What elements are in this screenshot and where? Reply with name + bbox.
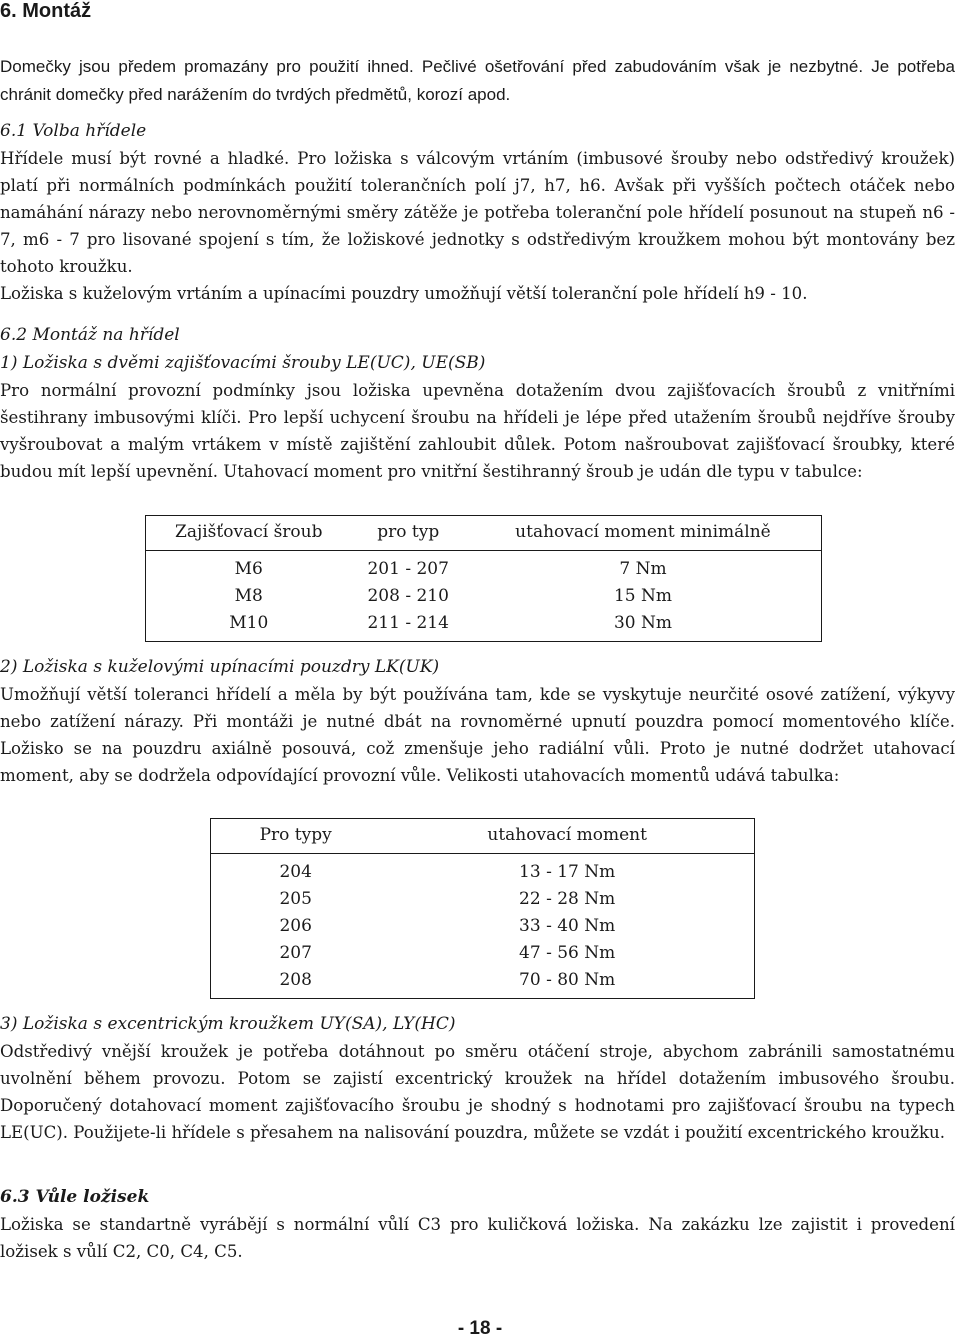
table-cell: M8 (234, 586, 263, 606)
section-6-2-2 (0, 654, 955, 789)
table-cell: 211 - 214 (367, 613, 449, 633)
table-row (146, 551, 822, 584)
table-cell: 205 (279, 889, 312, 909)
table-cell: M6 (234, 559, 263, 579)
table-cell: 208 (279, 970, 312, 990)
table-cell: 7 Nm (619, 559, 667, 579)
table-row (211, 886, 755, 913)
table-row (211, 913, 755, 940)
table-header-row (211, 819, 755, 854)
paragraph-6-2-1: Pro normální provozní podmínky jsou ložiska upevněna dotažením dvou zajišťovacích šroubů z vnitřními šestihrany imbusovými klíči. Pro lepší uchycení šroubu na hřídeli je lépe před utažením šroubů nejdříve šrouby vyšroubovat a malým vrtákem v místě zajištění zahloubit důlek. Potom našroubovat zajišťovací šroubky, které budou mít lepší upevnění. Utahovací moment pro vnitřní šestihranný šroub je udán dle typu v tabulce: (0, 381, 955, 481)
heading-6-3: 6.3 Vůle ložisek (0, 1187, 150, 1207)
subheading-6-2-1: 1) Ložiska s dvěmi zajišťovacími šrouby LE(UC), UE(SB) (0, 353, 486, 373)
table-row (211, 854, 755, 887)
section-6-2 (0, 322, 955, 485)
intro-paragraph-block (0, 53, 955, 109)
sleeve-torque-table (210, 818, 755, 999)
section-6-2-3 (0, 1011, 955, 1146)
table-header-cell: Zajišťovací šroub (146, 516, 352, 551)
table-cell: M10 (229, 613, 269, 633)
table-cell: 47 - 56 Nm (519, 943, 616, 963)
paragraph-6-1-b: Ložiska s kuželovým vrtáním a upínacími pouzdry umožňují větší toleranční pole hřídelí h9 - 10. (0, 284, 808, 303)
table-cell: 13 - 17 Nm (519, 862, 616, 882)
table-cell: 201 - 207 (367, 559, 449, 579)
subheading-6-2-3: 3) Ložiska s excentrickým kroužkem UY(SA), LY(HC) (0, 1014, 456, 1034)
section-6-3 (0, 1184, 955, 1265)
heading-6-1: 6.1 Volba hřídele (0, 121, 147, 141)
page-number: - 18 - (457, 1318, 503, 1339)
paragraph-6-2-3: Odstředivý vnější kroužek je potřeba dotáhnout po směru otáčení stroje, abychom zabránili samostatnému uvolnění během provozu. Potom se zajistí excentrický kroužek na hřídel dotažením imbusového šroubu. Doporučený dotahovací moment zajišťovacího šroubu je shodný s hodnotami pro zajišťovací šroubu na typech LE(UC). Použijete-li hřídele s přesahem na nalisování pouzdra, můžete se vzdát i použití excentrického kroužku. (0, 1042, 955, 1142)
table-header-cell: utahovací moment minimálně (465, 516, 822, 551)
table-cell: 15 Nm (613, 586, 672, 606)
table-row (211, 940, 755, 967)
table-header-cell: Pro typy (211, 819, 381, 854)
paragraph-6-2-2: Umožňují větší toleranci hřídelí a měla by být používána tam, kde se vyskytuje neurčité osové zatížení, výkyvy nebo zatížení nárazy. Při montáži je nutné dbát na rovnoměrné upnutí pouzdra pomocí momentového klíče. Ložisko se na pouzdru axiálně posouvá, což zmenšuje jeho radiální vůli. Proto je nutné dodržet utahovací moment, aby se dodržela odpovídající provozní vůle. Velikosti utahovacích momentů udává tabulka: (0, 685, 955, 785)
table-header-row (146, 516, 822, 551)
table-cell: 206 (279, 916, 312, 936)
table-cell: 22 - 28 Nm (519, 889, 616, 909)
table-header-cell: pro typ (352, 516, 465, 551)
table-header-cell: utahovací moment (380, 819, 754, 854)
paragraph-6-3: Ložiska se standartně vyrábějí s normální vůlí C3 pro kuličková ložiska. Na zakázku lze zajistit i provedení ložisek s vůlí C2, C0, C4, C5. (0, 1215, 955, 1261)
table-cell: 208 - 210 (367, 586, 449, 606)
screw-torque-table (145, 515, 822, 642)
table-cell: 204 (279, 862, 312, 882)
table-row (211, 967, 755, 999)
table-row (146, 610, 822, 642)
table-cell: 207 (279, 943, 312, 963)
heading-6-2: 6.2 Montáž na hřídel (0, 325, 180, 345)
table-row (146, 583, 822, 610)
section-title: 6. Montáž (0, 0, 92, 22)
section-6-1 (0, 118, 955, 307)
paragraph-6-1: Hřídele musí být rovné a hladké. Pro ložiska s válcovým vrtáním (imbusové šrouby nebo odstředivý kroužek) platí při normálních podmínkách použití tolerančních polí j7, h7, h6. Avšak při vyšších počtech otáček nebo namáhání nárazy nebo nerovnoměrnými směry zátěže je potřeba toleranční pole hřídelí posunout na stupeň n6 - 7, m6 - 7 pro lisované spojení s tím, že ložiskové jednotky s odstředivým kroužkem mohou být montovány bez tohoto kroužku. (0, 149, 955, 276)
intro-paragraph: Domečky jsou předem promazány pro použití ihned. Pečlivé ošetřování před zabudováním však je nezbytné. Je potřeba chránit domečky před narážením do tvrdých předmětů, korozí apod. (0, 57, 955, 104)
table-cell: 30 Nm (613, 613, 672, 633)
table-cell: 33 - 40 Nm (519, 916, 616, 936)
subheading-6-2-2: 2) Ložiska s kuželovými upínacími pouzdry LK(UK) (0, 657, 440, 677)
table-cell: 70 - 80 Nm (519, 970, 616, 990)
